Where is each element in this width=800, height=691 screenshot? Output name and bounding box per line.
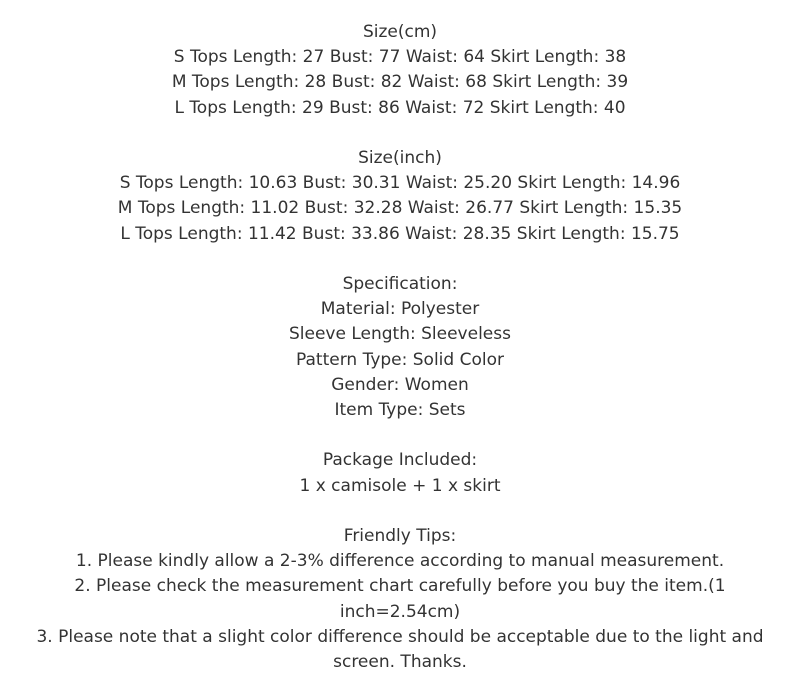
size-inch-row-s: S Tops Length: 10.63 Bust: 30.31 Waist: 25.20 Skirt Length: 14.96 xyxy=(119,173,681,194)
specification-heading: Specification: xyxy=(342,274,458,294)
size-inch-row-m: M Tops Length: 11.02 Bust: 32.28 Waist: 26.77 Skirt Length: 15.35 xyxy=(117,198,683,219)
tips-section xyxy=(0,524,800,675)
spec-gender: Gender: Women xyxy=(331,374,469,395)
spec-item-type: Item Type: Sets xyxy=(334,400,466,421)
size-cm-row-m: M Tops Length: 28 Bust: 82 Waist: 68 Skirt Length: 39 xyxy=(171,72,629,93)
size-cm-heading: Size(cm) xyxy=(362,22,438,42)
size-cm-row-l: L Tops Length: 29 Bust: 86 Waist: 72 Skirt Length: 40 xyxy=(174,97,626,118)
tip-item-1: 1. Please kindly allow a 2-3% difference according to manual measurement. xyxy=(75,551,725,572)
spec-pattern-type: Pattern Type: Solid Color xyxy=(296,349,504,370)
size-inch-heading: Size(inch) xyxy=(358,148,442,168)
package-content: 1 x camisole + 1 x skirt xyxy=(299,475,501,496)
tip-item-3: 3. Please note that a slight color difference should be acceptable due to the light and screen. Thanks. xyxy=(36,626,764,673)
specification-section xyxy=(0,272,800,423)
size-cm-section xyxy=(0,20,800,121)
tip-item-2: 2. Please check the measurement chart carefully before you buy the item.(1 inch=2.54cm) xyxy=(74,576,726,622)
size-inch-row-l: L Tops Length: 11.42 Bust: 33.86 Waist: 28.35 Skirt Length: 15.75 xyxy=(120,223,680,244)
size-cm-row-s: S Tops Length: 27 Bust: 77 Waist: 64 Skirt Length: 38 xyxy=(173,47,627,68)
package-section xyxy=(0,448,800,498)
package-heading: Package Included: xyxy=(322,450,478,471)
spec-material: Material: Polyester xyxy=(320,299,480,320)
size-inch-section xyxy=(0,146,800,247)
spec-sleeve-length: Sleeve Length: Sleeveless xyxy=(289,324,511,345)
tips-heading: Friendly Tips: xyxy=(343,526,457,546)
